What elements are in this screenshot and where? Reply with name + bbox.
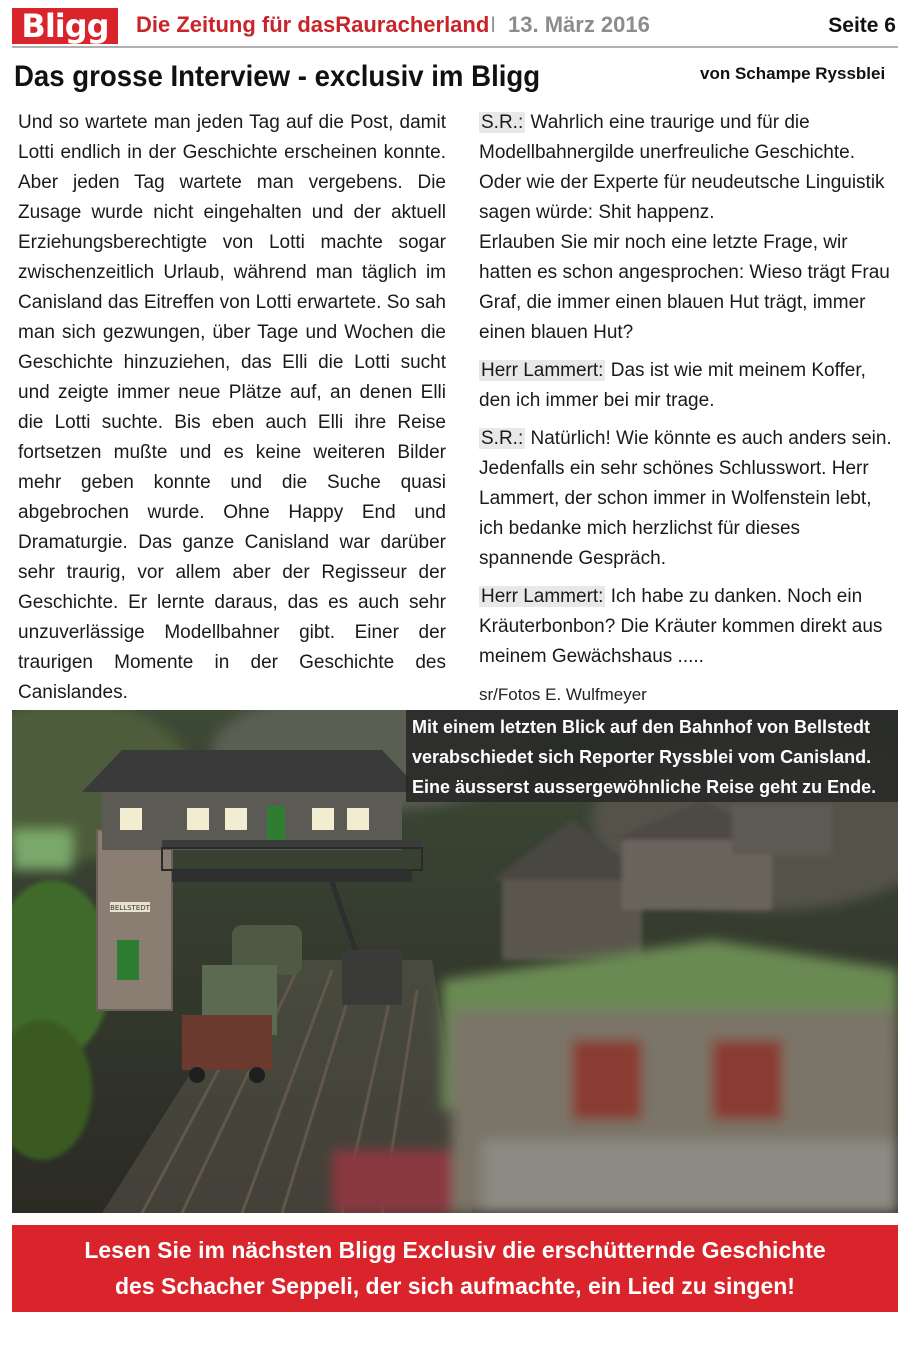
qa-block bbox=[479, 582, 899, 672]
page-number: Seite 6 bbox=[828, 14, 896, 37]
article-paragraph: Und so wartete man jeden Tag auf die Post, damit Lotti endlich in der Geschichte erscheinen konnte. Aber jeden Tag wartete man vergebens. Die Zusage wurde nicht eingehalten und der aktuell Erziehungsberechtigte von Lotti machte sogar zwischenzeitlich Urlaub, während man täglich im Canisland das Eitreffen von Lotti erwartete. So sah man sich gezwungen, über Tage und Wochen die Geschichte hinzuziehen, das Elli die Lotti sucht und zeigte immer neue Plätze auf, an denen Elli die Lotti suchte. Bis eben auch Elli ihre Reise fortsetzen mußte und es keine weiteren Bilder mehr geben konnte und die Suche quasi abgebrochen wurde. Ohne Happy End und Dramaturgie. Das ganze Canisland war darüber sehr traurig, vor allem aber der Regisseur der Geschichte. Er lernte daraus, das es auch sehr unzuverlässige Modellbahner gibt. Einer der traurigen Momente in der Geschichte des Canislandes. bbox=[18, 112, 446, 703]
speaker-label: S.R.: bbox=[481, 428, 524, 449]
bligg-logo: Bligg bbox=[12, 8, 118, 44]
model-railway-photo bbox=[12, 710, 898, 1213]
article-right-column bbox=[479, 108, 899, 710]
qa-block bbox=[479, 424, 899, 574]
article-byline: von Schampe Ryssblei bbox=[700, 64, 886, 83]
photo-caption bbox=[406, 710, 898, 802]
speaker-label: S.R.: bbox=[481, 112, 524, 133]
banner-line: Lesen Sie im nächsten Bligg Exclusiv die erschütternde Geschichte bbox=[84, 1237, 826, 1263]
caption-line: Eine äusserst aussergewöhnliche Reise geht zu Ende. bbox=[412, 777, 877, 797]
answer-text: Natürlich! Wie könnte es auch anders sein. Jedenfalls ein sehr schönes Schlusswort. Herr Lammert, der schon immer in Wolfenstein lebt, ich bedanke mich herzlichst für dieses spannende Gespräch. bbox=[479, 428, 892, 569]
answer-text: Ich habe zu danken. Noch ein Kräuterbonbon? Die Kräuter kommen direkt aus meinem Gewächshaus ..... bbox=[479, 586, 883, 667]
answer-text: Wahrlich eine traurige und für die Modellbahnergilde unerfreuliche Geschichte. Oder wie der Experte für neudeutsche Linguistik sagen würde: Shit happenz. bbox=[479, 112, 885, 223]
speaker-label: Herr Lammert: bbox=[481, 360, 604, 381]
header-divider bbox=[12, 46, 898, 48]
masthead bbox=[12, 6, 898, 46]
masthead-tagline: Die Zeitung für dasRauracherland bbox=[136, 12, 490, 37]
next-issue-banner bbox=[12, 1225, 898, 1312]
article-left-column bbox=[18, 108, 446, 708]
station-sign: BELLSTEDT bbox=[110, 904, 150, 912]
masthead-separator: I bbox=[490, 12, 497, 37]
answer-text: Das ist wie mit meinem Koffer, den ich immer bei mir trage. bbox=[479, 360, 866, 411]
speaker-label: Herr Lammert: bbox=[481, 586, 604, 607]
caption-line: verabschiedet sich Reporter Ryssblei vom Canisland. bbox=[412, 747, 872, 767]
caption-line: Mit einem letzten Blick auf den Bahnhof von Bellstedt bbox=[412, 717, 871, 737]
issue-date: 13. März 2016 bbox=[508, 12, 650, 37]
article-title: Das grosse Interview - exclusiv im Bligg bbox=[14, 60, 541, 93]
photo-credit: sr/Fotos E. Wulfmeyer bbox=[479, 685, 647, 704]
qa-block bbox=[479, 108, 899, 348]
banner-line: des Schacher Seppeli, der sich aufmachte, ein Lied zu singen! bbox=[115, 1273, 795, 1299]
qa-block bbox=[479, 356, 899, 416]
question-text: Erlauben Sie mir noch eine letzte Frage, wir hatten es schon angesprochen: Wieso trägt Frau Graf, die immer einen blauen Hut trägt, immer einen blauen Hut? bbox=[479, 232, 890, 343]
